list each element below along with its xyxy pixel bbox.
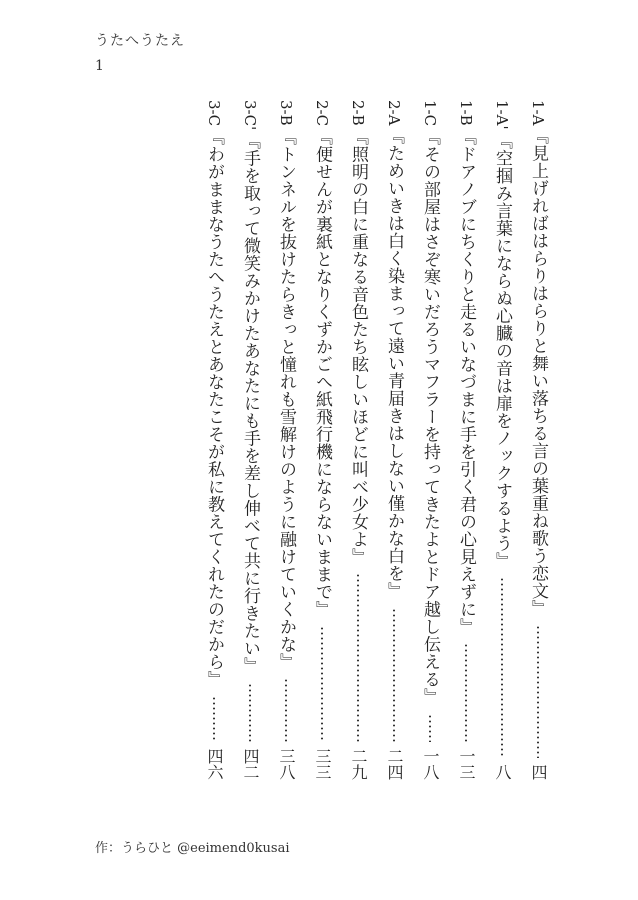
toc-entry-id: 2-B (349, 100, 367, 126)
toc-entry-page: 八 (493, 764, 512, 780)
toc-entry (452, 100, 480, 780)
dotted-leader (357, 573, 359, 742)
page-number: 1 (95, 58, 104, 74)
toc-entry (344, 100, 372, 780)
toc-entry (416, 100, 444, 780)
toc-entry (380, 100, 408, 780)
toc-entry-page: 四 (529, 764, 548, 780)
toc-entry-id: 3-C (205, 100, 223, 127)
toc-entry-id: 3-B (277, 100, 295, 126)
toc-entry-id: 2-A (385, 100, 403, 126)
dotted-leader (501, 577, 503, 758)
toc-entry-title: 『手を取って微笑みかけたあなたにも手を差し伸べて共に行きたい』 (240, 132, 260, 675)
dotted-leader (249, 683, 251, 742)
toc-entry-page: 四六 (205, 748, 224, 780)
toc-entry-id: 1-A (529, 100, 547, 126)
toc-entry-page: 二四 (385, 748, 404, 780)
toc-entry-page: 二九 (349, 748, 368, 780)
dotted-leader (465, 643, 467, 742)
toc-entry-page: 一三 (457, 748, 476, 780)
dotted-leader (285, 678, 287, 742)
toc-entry (524, 100, 552, 780)
dotted-leader (393, 608, 395, 742)
toc-entry-title: 『トンネルを抜けたらきっと憧れも雪解けのように融けていくかな』 (276, 127, 296, 671)
toc-entry-id: 3-C' (241, 100, 259, 131)
toc-entry (272, 100, 300, 780)
toc-entry-title: 『その部屋はさぞ寒いだろうマフラーを持ってきたよとドア越し伝える』 (420, 128, 440, 706)
dotted-leader (429, 714, 431, 742)
toc-entry-id: 1-A' (493, 100, 511, 130)
toc-entry (488, 100, 516, 780)
toc-entry-page: 三三 (313, 748, 332, 780)
dotted-leader (537, 625, 539, 758)
toc-entry (308, 100, 336, 780)
toc-entry-title: 『ドアノブにちくりと走るいなづまに手を引く君の心見えずに』 (456, 127, 476, 636)
toc-entry (200, 100, 228, 780)
author-credit: 作：うらひと @eeimend0kusai (95, 841, 290, 856)
toc-entry-title: 『わがままなうたへうたえとあなたこそが私に教えてくれたのだから』 (204, 128, 224, 689)
dotted-leader (321, 626, 323, 742)
toc-entry-id: 1-C (421, 100, 439, 127)
toc-entry-title: 『見上げればはらりはらりと舞い落ちる言の葉重ね歌う恋文』 (528, 127, 548, 618)
toc-entry-title: 『ためいきは白く染まって遠い青届きはしない僅かな白を』 (384, 127, 404, 600)
toc-entry (236, 100, 264, 780)
toc-entry-page: 三八 (277, 748, 296, 780)
dotted-leader (213, 696, 215, 742)
toc-entry-title: 『照明の白に重なる音色たち眩しいほどに叫べ少女よ』 (348, 127, 368, 566)
table-of-contents (196, 100, 552, 780)
toc-entry-page: 一八 (421, 748, 440, 780)
toc-entry-id: 2-C (313, 100, 331, 127)
toc-entry-title: 『空掴み言葉にならぬ心臓の音は扉をノックするよう』 (492, 131, 512, 570)
toc-entry-id: 1-B (457, 100, 475, 126)
document-title: うたへうたえ (95, 33, 185, 49)
toc-entry-title: 『便せんが裏紙となりくずかごへ紙飛行機にならないままで』 (312, 128, 332, 619)
toc-entry-page: 四二 (241, 748, 260, 780)
